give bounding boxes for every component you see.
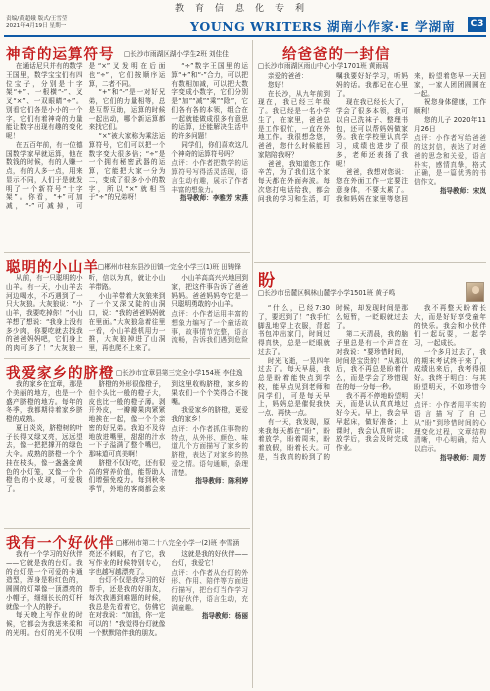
article-body [6, 62, 248, 250]
article-title: 我爱家乡的脐橙 [6, 366, 115, 382]
paragraph: 我的家乡在宜章，那是个美丽的地方，也是一个盛产脐橙的地方。每年的冬季，我都期待着家乡脐橙的成熟。 [6, 380, 83, 423]
author-face [472, 286, 479, 294]
article-title: 聪明的小山羊 [6, 260, 99, 276]
article-byline: □郴州市桂东县沙田镇一完全小学三(1)班 田铸锋 [98, 263, 241, 271]
teacher-comment: 点评：小作者运用丰富的想象力编写了一个童话故事，故事情节完整，语言流畅，告诉我们遇到危险 [171, 310, 248, 345]
instructor-credit: 指导教师：周芳 [439, 453, 486, 462]
article-byline: □郴州市第二十八完全小学一(2)班 李雪涵 [116, 539, 240, 547]
paragraph: 祝您身体健康，工作顺利！ [414, 98, 486, 115]
article-title: 我有一个好伙伴 [6, 536, 115, 552]
teacher-comment: 点评：小作者用平实的语言描写了自己从“盼”到珍惜时间的心理变化过程，文章结构清晰，中心明确，给人以启示。 [414, 401, 486, 453]
instructor-credit: 指导教师：宋岚 [439, 186, 486, 195]
article-body [258, 72, 486, 260]
paragraph: 在通话尼只并有的数学王国里，数学宝宝们有四位宝子，分别是十字架“+”、一根横“-”、叉叉“×”、一双眼睛“÷”。别看它们各是小小的一个字，它们有着神奇的力量能让数字出现有趣的变化呢！ [6, 62, 83, 140]
article-body [6, 274, 248, 356]
paragraph: 爸爸，我知道您工作辛苦，为了我们这个家每天都在外面奔波。每次您打电话给我，都会问我的学习和生活，叮嘱我要好好学习，听妈妈的话。我都记在心里了。 [258, 72, 408, 203]
paragraph: 在五百年前，有一位德国数学家早就运算，他在数钱的时候，有的人赚一点，有的人多一点，用来显示不同，人们于是就发明了一个新符号“十字架”。你看，“+”可加减，“-”可减掉，可是“×”叉发明在后面也“÷”，它们按顺序运算，二者不同。 [6, 62, 166, 210]
paragraph: 第二天清晨，我的脑子里总是有一个声音在对我说：“要珍惜时间，时间是宝贵的！”从那以后，我不再总是盼着什么，而是学会了珍惜现在的每一分每一秒。 [336, 330, 408, 391]
paragraph: 亲爱的爸爸： [267, 72, 308, 80]
article-title: 神奇的运算符号 [6, 47, 115, 63]
article-body [6, 550, 248, 686]
paragraph: 我有一个学习的好伙伴——它就是我的台灯。我的台灯是一个可爱的卡通造型，浑身是粉红色的，圆圆的灯罩像一顶漂亮的小帽子，细细长长的灯杆就像一个人的脖子。 [6, 550, 83, 611]
section-slogan: 教育信息化专利 [174, 4, 315, 14]
teacher-comment: 点评：小作者从台灯的外形、作用、陪伴等方面进行描写，把台灯当作学习的好伙伴，语言生动，充满童趣。 [171, 568, 248, 612]
section-rule [4, 528, 250, 529]
paragraph: 我不再不停地盼望明天，而是认认真真地过好今天。早上，我会早早起床，做好准备；上课时，我会认真听讲；放学后，我会及时完成作业。 [336, 391, 408, 452]
brand-chinese: 湖南小作家·E 学湖南 [327, 19, 456, 34]
article-byline: □长沙市雨湖区雨山中心小学1701班 黄雨瑶 [258, 62, 389, 70]
masthead [0, 14, 490, 38]
article-title: 盼 [258, 271, 276, 291]
issue-date: 2021年4月19日 星期一 [6, 23, 67, 29]
section-rule [4, 252, 250, 253]
paragraph: 台灯不仅是我学习的好帮手，还是我的好朋友，每次我遇到难题的时候，我总是先看着它，仿佛它在对我说：“加油，你一定可以的！”我觉得台灯就像一个默默陪伴我的朋友。 [88, 576, 166, 637]
article-body [258, 304, 486, 686]
paragraph: 一个多月过去了，我的期末考试终于来了，成绩出来后，我考得很好。我终于明白：与其盼望明天，不如珍惜今天！ [414, 347, 486, 400]
masthead-meta [6, 16, 68, 30]
teacher-comment: 点评：小作者写给爸爸的这封信，表达了对爸爸的思念和关爱，语言朴实，感情真挚，格式正确，是一篇优秀的书信作文。 [414, 134, 486, 186]
paragraph: 我爱家乡的脐橙，更爱我的家乡！ [171, 406, 248, 423]
paragraph: “×”被大家称为乘法运算符号，它们可以把一个数字变大很多倍；“÷”是一个拥有秘密武器的运算，它能把大家一分为二，变成了很多小小的数字，所以“×”就相当于“÷”的兄弟呀！ [88, 132, 166, 202]
masthead-rule [4, 35, 486, 37]
paragraph: 同学们，你们喜欢这几个神奇的运算符号吗？ [171, 140, 248, 158]
paragraph: 脐橙的外形很像橙子，但个头比一般的橙子大，皮也比一般的橙子薄。剥开外皮，一瓣瓣果肉紧紧地挨在一起，像一个个亲密的好兄弟。我迫不及待地放进嘴里，甜甜的汁水一下子溢满了整个嘴巴，那味道可真美啊！ [88, 380, 166, 458]
brand-english: YOUNG WRITERS [190, 19, 323, 34]
paragraph: 您的儿子 2020年11月26日 [414, 115, 486, 133]
article-byline: □长沙市雨湖区湖小学生2班 刘佳佳 [124, 50, 229, 58]
paragraph: 在长沙，从九年前到现在，我已经三年级了。我已经是一名小学生了，在家里，爸爸总是工作很忙，一直在外地工作。我很想念您，爸爸，您什么时候能回家陪陪我呀？ [258, 89, 330, 159]
column-divider [252, 40, 253, 688]
article-byline: □长沙市岳麓区枫林山麓学小学1501班 黄子鸣 [258, 289, 396, 297]
paragraph: 时光飞逝，一晃四年过去了。每天早晨，我总是盼着能快点到学校，能早点见到老师和同学们，可是每天早上，妈妈总是催促我快一点、再快一点。 [258, 356, 330, 417]
paragraph: “什么，已经7:30了，要迟到了！”我手忙脚乱地穿上衣服，背起书包冲出家门，时间过得真快，总是一眨眼就过去了。 [258, 304, 330, 356]
teacher-comment: 点评：小作者抓住事物的特点，从外形、颜色、味道几个方面描写了家乡的脐橙，表达了对家乡的热爱之情。语句通顺，条理清楚。 [171, 424, 248, 477]
article-body [6, 380, 248, 526]
paragraph: 爸爸，我想对您说：您在外面工作一定要注意身体，不要太累了。我和妈妈在家里等您回来，盼望着您早一天回家，一家人团团圆圆在一起。 [336, 72, 486, 203]
paragraph: 小山羊高高兴兴地回到家，把这件事告诉了爸爸妈妈。爸爸妈妈夸它是一只聪明勇敢的小山羊。 [171, 274, 248, 309]
article-title: 给爸爸的一封信 [282, 47, 391, 63]
paragraph: 现在我已经长大了，学会了很多本领，我可以自己洗袜子、整理书包，还可以帮妈妈做家务。我在学校里认真学习，成绩也进步了很多，老师还表扬了我呢！ [336, 98, 408, 168]
paragraph: 我不再整天盼着长大，而是好好享受童年的快乐。我会和小伙伴们一起玩耍，一起学习，一起成长。 [414, 304, 486, 347]
instructor-credit: 指导教师：陈利婷 [195, 477, 248, 486]
paragraph: 脐橙不仅好吃，还有很高的营养价值，能帮助人们增强免疫力。每到秋冬季节，外地的客商都会来到这里收购脐橙，家乡的果农们一个个笑得合不拢嘴。 [88, 380, 248, 493]
paragraph: 从前，有一只聪明的小山羊。有一天，小山羊去河边喝水，不巧遇到了一只大灰狼。大灰狼说：“小山羊，我要吃掉你！”小山羊想了想说：“我身上没有多少肉，你要吃就去找我的爸爸妈妈吧，它们身上的肉可多了！”大灰狼一听，信以为真，就让小山羊带路。 [6, 274, 166, 352]
section-rule [4, 358, 250, 359]
page-number-badge: C3 [468, 17, 486, 32]
paragraph: 小山羊带着大灰狼来到了一个又深又陡的山洞口，说：“我的爸爸妈妈就在里面。”大灰狼急着往里一看，小山羊趁机用力一推，大灰狼掉进了山洞里，再也爬不上来了。 [88, 291, 166, 352]
instructor-credit: 指导教师：李雅芳 宋燕 [179, 194, 248, 203]
paragraph: 您好！ [267, 80, 288, 89]
section-rule [254, 262, 486, 263]
instructor-credit: 指导教师：杨丽 [201, 612, 248, 621]
paragraph: “÷”数字王国里的运算“+”和“-”合力，可以把有数相加减，可以把大数字变成小数字，它们分别是“加”“减”“乘”“除”，它们各有各的本领，组合在一起就能做成很多有意思的运算，还能解决生活中的许多问题！ [171, 62, 248, 140]
paragraph: “+”和“-”是一对好兄弟，它们的力量相等，总是互帮互助，运算的时候一起出动，哪个新运算都来找它们。 [88, 88, 166, 132]
column-brand [190, 17, 456, 35]
paragraph: 这就是我的好伙伴——台灯，我爱它！ [171, 550, 248, 567]
author-photo [466, 282, 484, 302]
teacher-comment: 点评：小作者把数学的运算符号写得活灵活现，语言生动有趣，展示了作者丰富的想象力。 [171, 159, 248, 194]
paragraph: 有一天，我发现，原来我每天都在“盼”，盼着放学，盼着周末，盼着放假，盼着长大。可是，当我真的盼到了的时候，却发现时间是那么短暂，一眨眼就过去了。 [258, 304, 408, 461]
paragraph: 每天晚上写作业的时候，它都会为我送来柔和的光明。台灯的光不仅明亮还不刺眼，有了它，我写作业的时候特别专心，字也越写越漂亮了。 [6, 550, 166, 637]
article-byline: □长沙市宜章县第三完全小学154班 李佳逸 [116, 369, 243, 377]
top-band [0, 0, 490, 14]
paragraph: 夏日炎炎，脐橙树的叶子长得又绿又亮，远远望去，像一把把撑开的绿色大伞。成熟的脐橙一个个挂在枝头，像一盏盏金黄色的小灯笼，又像一个个橙色的小皮球，可爱极了。 [6, 423, 83, 493]
editor-credits: 责编/黄超娥 版式/王雪莹 [6, 16, 68, 22]
